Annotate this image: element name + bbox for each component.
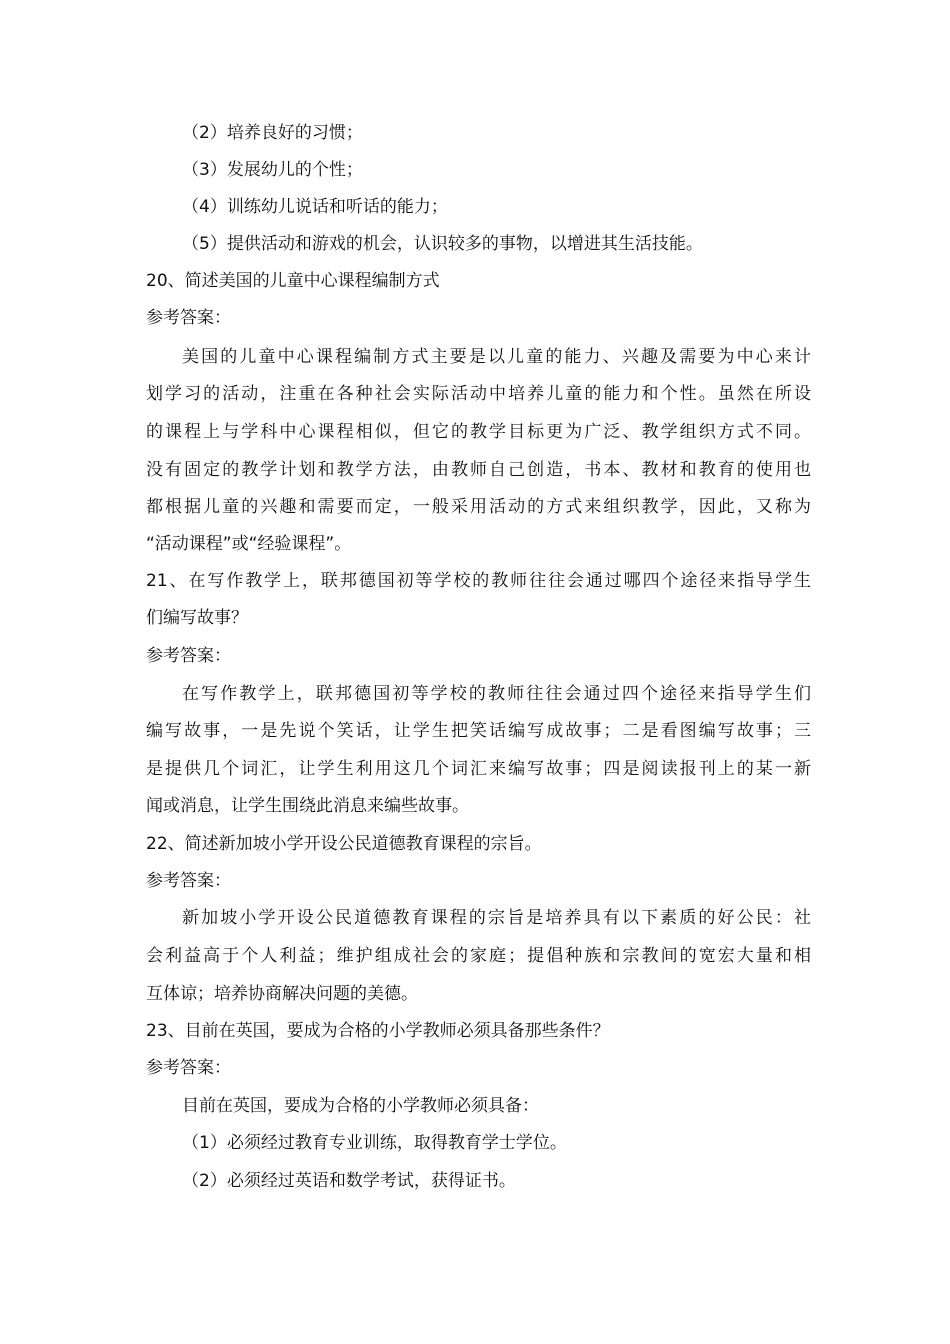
question-heading: 20、简述美国的儿童中心课程编制方式: [146, 271, 440, 291]
answer-text-line: 是提供几个词汇，让学生利用这几个词汇来编写故事；四是阅读报刊上的某一新: [146, 759, 811, 779]
answer-text-line: “活动课程”或“经验课程”。: [146, 534, 352, 554]
list-item: （3）发展幼儿的个性；: [182, 160, 363, 180]
answer-label: 参考答案：: [146, 308, 231, 328]
answer-text-line: 互体谅；培养协商解决问题的美德。: [146, 984, 418, 1004]
answer-text-line: 会利益高于个人利益；维护组成社会的家庭；提倡种族和宗教间的宽宏大量和相: [146, 946, 811, 966]
answer-text-line: 划学习的活动，注重在各种社会实际活动中培养儿童的能力和个性。虽然在所设: [146, 384, 811, 404]
answer-text-line: 新加坡小学开设公民道德教育课程的宗旨是培养具有以下素质的好公民：社: [182, 908, 811, 928]
answer-text-line: 在写作教学上，联邦德国初等学校的教师往往会通过四个途径来指导学生们: [182, 684, 811, 704]
list-item: （4）训练幼儿说话和听话的能力；: [182, 197, 448, 217]
answer-label: 参考答案：: [146, 646, 231, 666]
answer-text-line: 编写故事，一是先说个笑话，让学生把笑话编写成故事；二是看图编写故事；三: [146, 721, 811, 741]
answer-text-line: 美国的儿童中心课程编制方式主要是以儿童的能力、兴趣及需要为中心来计: [182, 347, 811, 367]
question-heading: 21、在写作教学上，联邦德国初等学校的教师往往会通过哪四个途径来指导学生: [146, 571, 811, 591]
answer-label: 参考答案：: [146, 871, 231, 891]
question-heading: 23、目前在英国，要成为合格的小学教师必须具备那些条件？: [146, 1021, 610, 1041]
answer-text-line: 都根据儿童的兴趣和需要而定，一般采用活动的方式来组织教学，因此，又称为: [146, 497, 811, 517]
question-heading: 们编写故事？: [146, 608, 248, 628]
list-item: （5）提供活动和游戏的机会，认识较多的事物，以增进其生活技能。: [182, 234, 703, 254]
answer-text-line: 目前在英国，要成为合格的小学教师必须具备：: [182, 1096, 539, 1116]
list-item: （2）必须经过英语和数学考试，获得证书。: [182, 1171, 516, 1191]
answer-text-line: 闻或消息，让学生围绕此消息来编些故事。: [146, 796, 469, 816]
list-item: （1）必须经过教育专业训练，取得教育学士学位。: [182, 1133, 567, 1153]
answer-text-line: 没有固定的教学计划和教学方法，由教师自己创造，书本、教材和教育的使用也: [146, 460, 811, 480]
list-item: （2）培养良好的习惯；: [182, 123, 363, 143]
answer-label: 参考答案：: [146, 1058, 231, 1078]
question-heading: 22、简述新加坡小学开设公民道德教育课程的宗旨。: [146, 834, 542, 854]
answer-text-line: 的课程上与学科中心课程相似，但它的教学目标更为广泛、教学组织方式不同。: [146, 422, 811, 442]
